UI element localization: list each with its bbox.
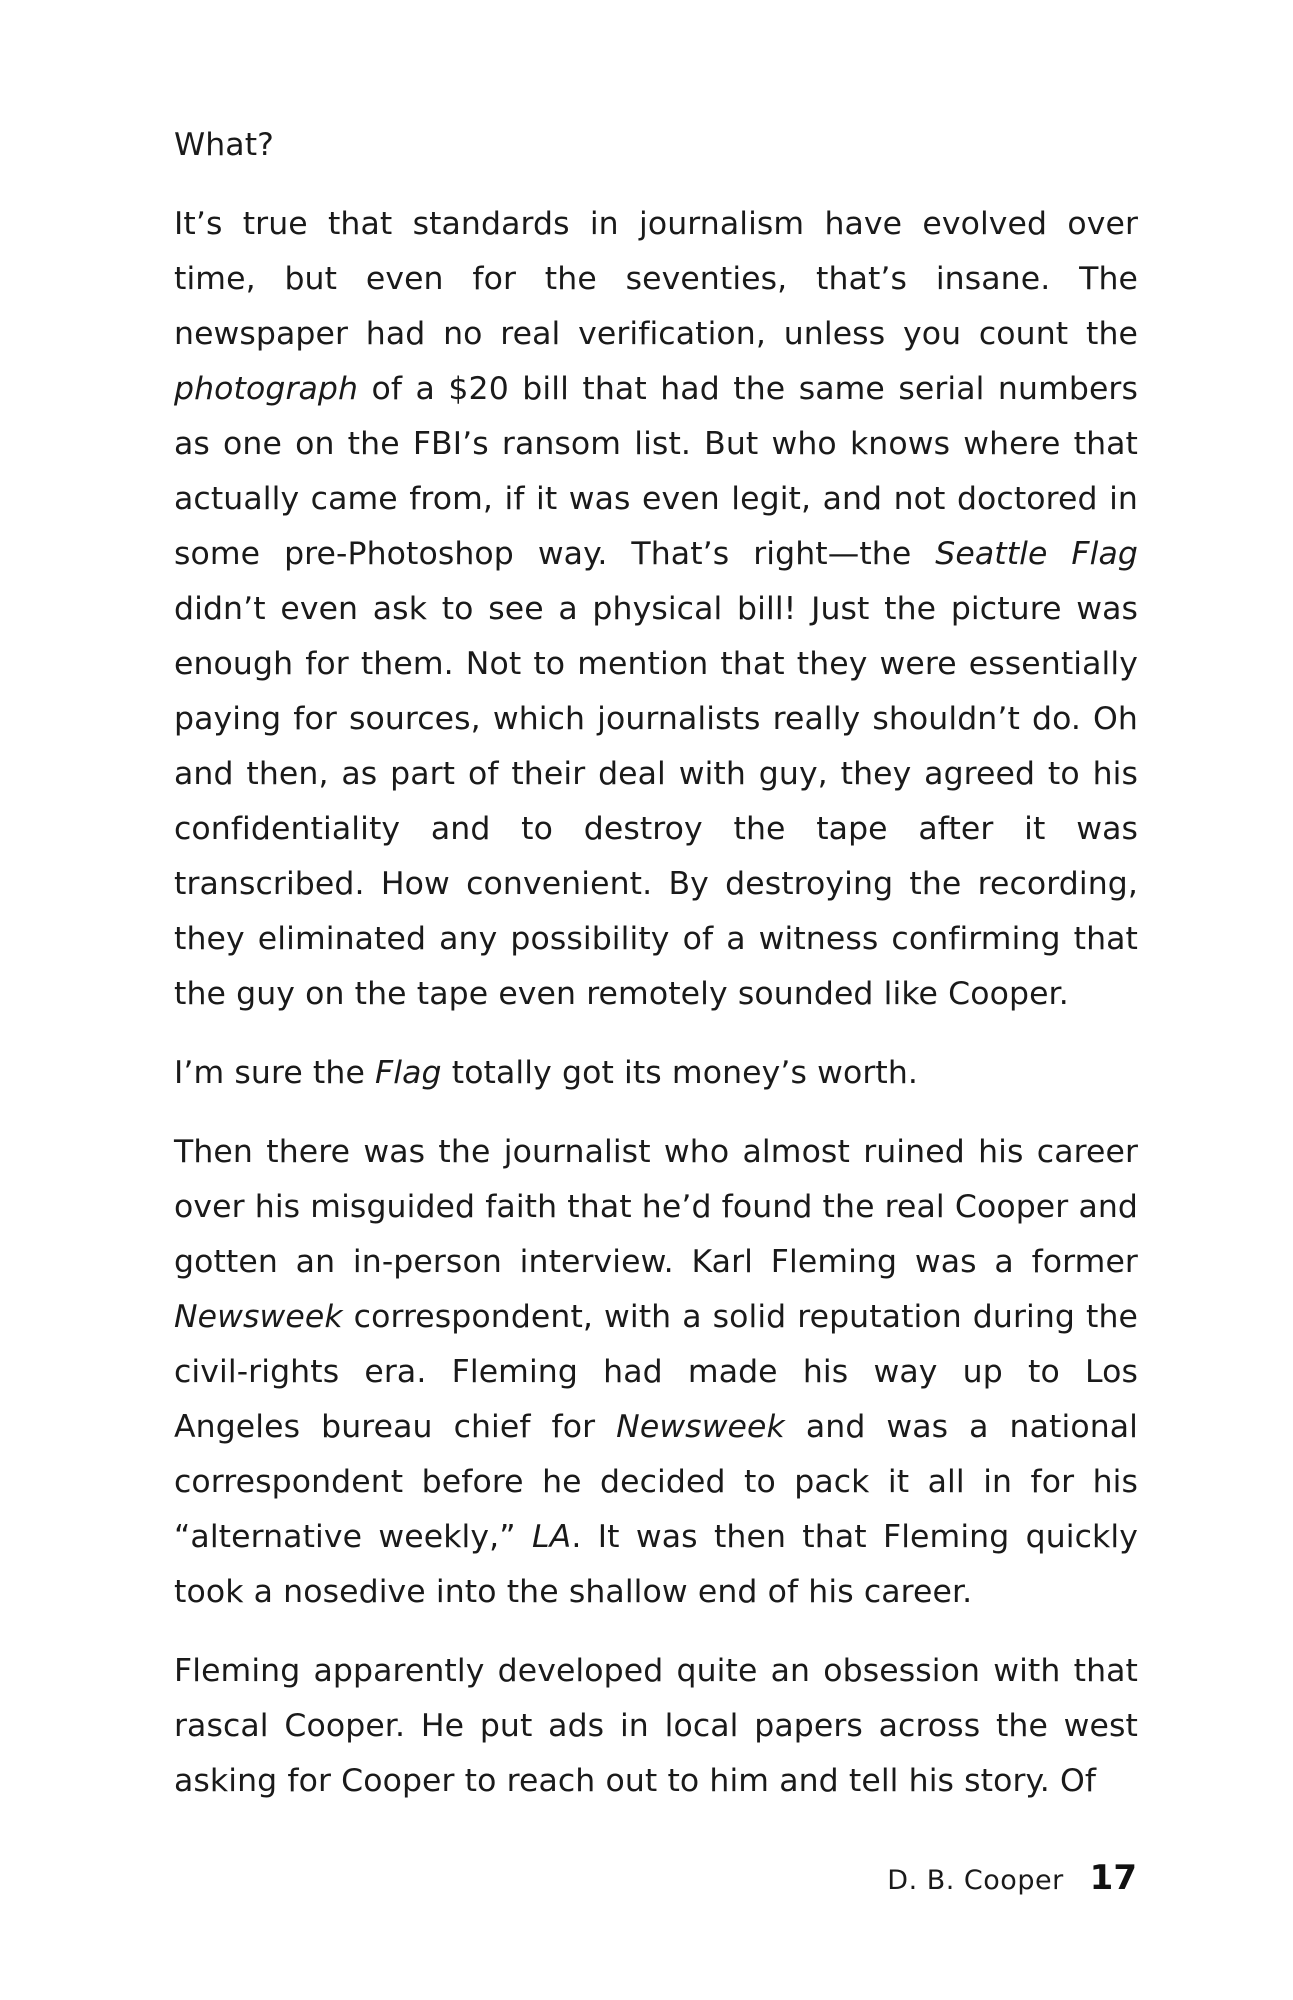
- paragraph-text: correspondent, with a solid reputation during the civil-rights era. Fleming had made his way up to Los Angeles bureau chief for: [174, 1299, 1138, 1445]
- paragraph-flag-worth: [174, 1046, 1138, 1101]
- paragraph-text: Then there was the journalist who almost ruined his career over his misguided faith that he’d found the real Cooper and gotten an in-person interview. Karl Fleming was a former: [174, 1134, 1139, 1280]
- page-number: 17: [1089, 1858, 1137, 1898]
- paragraph-text: and was a national correspondent before he decided to pack it all in for his “alternative weekly,”: [174, 1409, 1139, 1555]
- paragraph-text: It’s true that standards in journalism have evolved over time, but even for the seventies, that’s insane. The newspaper had no real verification, unless you count the: [174, 206, 1138, 352]
- paragraph-text: . It was then that Fleming quickly took a nosedive into the shallow end of his career.: [174, 1519, 1138, 1610]
- italic-text: Seattle Flag: [935, 536, 1138, 572]
- page-body: [174, 118, 1138, 1809]
- paragraph-text: didn’t even ask to see a physical bill! Just the picture was enough for them. Not to mention that they were essentially paying for sources, which journalists really shouldn’t do. Oh and then, as part of their deal with guy, they agreed to his confidentiality and to destroy the tape after it was transcribed. How convenient. By destroying the recording, they eliminated any possibility of a witness confirming that the guy on the tape even remotely sounded like Cooper.: [174, 591, 1138, 1012]
- paragraph-text: Fleming apparently developed quite an obsession with that rascal Cooper. He put ads in local papers across the west asking for Cooper to reach out to him and tell his story. Of: [174, 1653, 1138, 1799]
- italic-text: Flag: [375, 1055, 442, 1091]
- paragraph-text: of a $20 bill that had the same serial numbers as one on the FBI’s ransom list. But who knows where that actually came from, if it was even legit, and not doctored in some pre-Photoshop way. That’s right—the: [174, 371, 1138, 572]
- paragraph-text: I’m sure the: [174, 1055, 376, 1091]
- paragraph-fleming-obsession: [174, 1644, 1138, 1809]
- paragraph-journalism-standards: [174, 197, 1138, 1022]
- page-footer: [887, 1858, 1137, 1898]
- italic-text: Newsweek: [174, 1299, 343, 1335]
- italic-text: photograph: [174, 371, 359, 407]
- paragraph-text: totally got its money’s worth.: [441, 1055, 919, 1091]
- running-head: D. B. Cooper: [887, 1865, 1064, 1896]
- italic-text: LA: [532, 1519, 572, 1555]
- paragraph-karl-fleming: [174, 1125, 1138, 1620]
- italic-text: Newsweek: [616, 1409, 785, 1445]
- paragraph-what: [174, 118, 1138, 173]
- paragraph-text: What?: [174, 127, 274, 163]
